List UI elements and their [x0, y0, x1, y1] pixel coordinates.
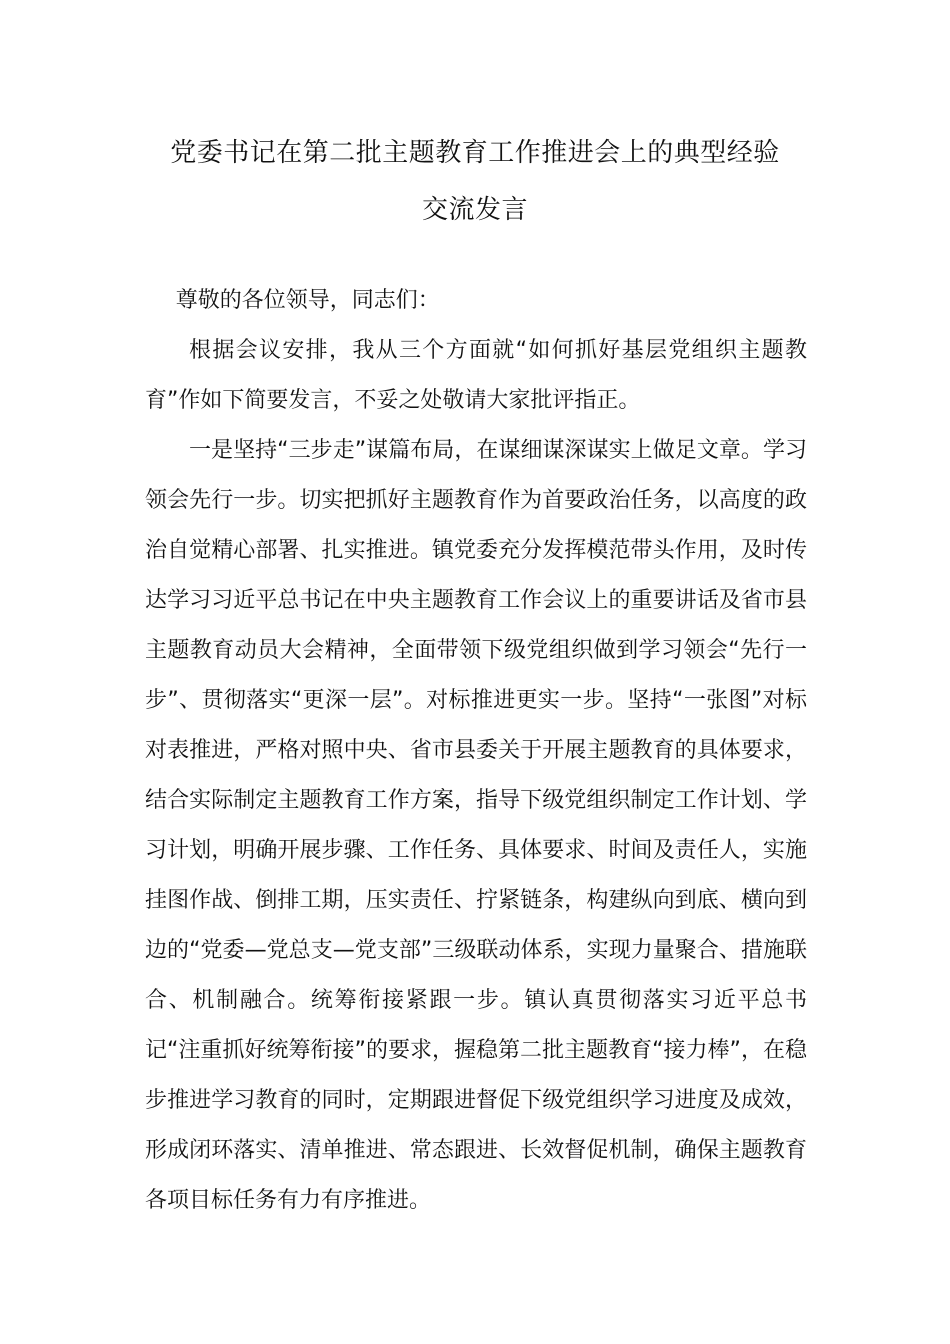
title-line-1: 党委书记在第二批主题教育工作推进会上的典型经验	[170, 138, 780, 168]
document-body	[145, 276, 807, 1226]
paragraph-point-one: 一是坚持“三步走”谋篇布局，在谋细谋深谋实上做足文章。学习领会先行一步。切实把抓好主题教育作为首要政治任务，以高度的政治自觉精心部署、扎实推进。镇党委充分发挥模范带头作用，及时传达学习习近平总书记在中央主题教育工作会议上的重要讲话及省市县主题教育动员大会精神，全面带领下级党组织做到学习领会“先行一步”、贯彻落实“更深一层”。对标推进更实一步。坚持“一张图”对标对表推进，严格对照中央、省市县委关于开展主题教育的具体要求，结合实际制定主题教育工作方案，指导下级党组织制定工作计划、学习计划，明确开展步骤、工作任务、具体要求、时间及责任人，实施挂图作战、倒排工期，压实责任、拧紧链条，构建纵向到底、横向到边的“党委—党总支—党支部”三级联动体系，实现力量聚合、措施联合、机制融合。统筹衔接紧跟一步。镇认真贯彻落实习近平总书记“注重抓好统筹衔接”的要求，握稳第二批主题教育“接力棒”，在稳步推进学习教育的同时，定期跟进督促下级党组织学习进度及成效，形成闭环落实、清单推进、常态跟进、长效督促机制，确保主题教育各项目标任务有力有序推进。	[145, 438, 807, 1213]
paragraph-intro: 根据会议安排，我从三个方面就“如何抓好基层党组织主题教育”作如下简要发言，不妥之处敬请大家批评指正。	[145, 338, 807, 413]
salutation: 尊敬的各位领导，同志们：	[175, 288, 440, 313]
document-title	[145, 125, 805, 239]
title-line-2: 交流发言	[421, 195, 528, 225]
